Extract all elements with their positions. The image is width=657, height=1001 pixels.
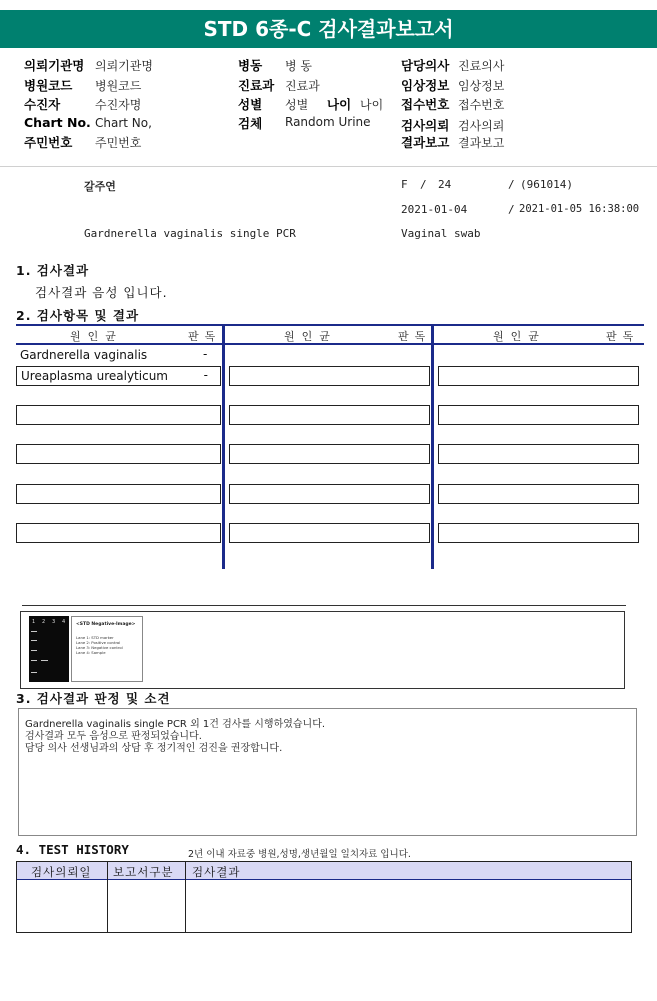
patient-separator: / (508, 203, 515, 216)
test-name: Gardnerella vaginalis single PCR (84, 227, 296, 240)
gel-lane-number: 3 (52, 619, 56, 625)
column-header-result: 판독 (188, 330, 222, 343)
header-value-age: 나이 (360, 98, 384, 112)
table-row (16, 366, 221, 386)
header-value-clinical-info: 임상정보 (458, 79, 505, 93)
patient-separator: / (420, 178, 427, 191)
gel-legend-line: Lane 1: STD marker (76, 635, 114, 640)
table-cell (229, 444, 430, 464)
header-value-department: 진료과 (285, 79, 320, 93)
pathogen-result: - (203, 347, 208, 361)
grid-top-rule (16, 324, 644, 326)
header-value-sex: 성별 (285, 98, 309, 112)
header-label-sex: 성별 (238, 97, 263, 112)
gel-legend-line: Lane 3: Negative control (76, 645, 123, 650)
history-column-divider (107, 862, 108, 932)
opinion-box (18, 708, 637, 836)
opinion-line: Gardnerella vaginalis single PCR 외 1건 검사를 시행하였습니다. (25, 719, 326, 730)
table-cell (438, 523, 639, 543)
column-header-result: 판독 (398, 330, 432, 343)
header-value-doctor: 진료의사 (458, 59, 505, 73)
gel-lane-number: 4 (62, 619, 66, 625)
table-cell (438, 444, 639, 464)
gel-band (31, 660, 37, 661)
column-header-result: 판독 (606, 330, 640, 343)
report-title: STD 6종-C 검사결과보고서 (0, 10, 657, 48)
table-cell (438, 405, 639, 425)
gel-band (31, 631, 37, 632)
pathogen-result: - (203, 368, 208, 382)
header-value-patient: 수진자명 (95, 98, 142, 112)
history-note: 2년 이내 자료중 병원,성명,생년월일 일치자료 입니다. (188, 849, 411, 860)
opinion-line: 검사결과 모두 음성으로 판정되었습니다. (25, 731, 202, 742)
table-cell (229, 405, 430, 425)
gel-legend-title: <STD Negative-Image> (76, 622, 136, 627)
gel-band (31, 640, 37, 641)
gel-band (31, 650, 37, 651)
column-header-pathogen: 원인균 (284, 330, 337, 343)
header-label-requester: 의뢰기관명 (24, 58, 85, 73)
table-cell (229, 366, 430, 386)
table-cell (438, 366, 639, 386)
table-cell (229, 484, 430, 504)
grid-column-divider (431, 324, 434, 569)
table-cell (16, 484, 221, 504)
header-label-clinical-info: 임상정보 (401, 78, 450, 93)
header-label-receipt-no: 접수번호 (401, 97, 450, 112)
gel-legend-line: Lane 2: Positive control (76, 640, 121, 645)
specimen-type: Vaginal swab (401, 227, 481, 240)
gel-legend-line: Lane 4: Sample (76, 650, 106, 655)
request-date: 2021-01-04 (401, 203, 468, 216)
header-label-chart-no: Chart No. (24, 115, 91, 130)
header-value-hospital-code: 병원코드 (95, 79, 142, 93)
section2-title: 2. 검사항목 및 결과 (16, 308, 140, 323)
gel-electrophoresis-image (29, 616, 69, 682)
gel-legend (71, 616, 143, 682)
result-summary: 검사결과 음성 입니다. (35, 285, 168, 300)
report-datetime: 2021-01-05 16:38:00 (519, 203, 640, 215)
header-value-receipt-no: 접수번호 (458, 98, 505, 112)
header-label-ward: 병동 (238, 58, 263, 73)
table-cell (438, 484, 639, 504)
history-table (16, 861, 632, 933)
header-label-patient: 수진자 (24, 97, 61, 112)
patient-birth: (961014) (520, 178, 573, 191)
header-value-test-request: 검사의뢰 (458, 119, 505, 133)
history-column-result: 검사결과 (192, 865, 241, 879)
table-cell (229, 523, 430, 543)
section1-title: 1. 검사결과 (16, 263, 90, 278)
header-label-doctor: 담당의사 (401, 58, 450, 73)
section4-title: 4. TEST HISTORY (16, 842, 129, 857)
column-header-pathogen: 원인균 (70, 330, 123, 343)
history-column-divider (185, 862, 186, 932)
grid-column-divider (222, 324, 225, 569)
gel-band (41, 660, 48, 661)
patient-age: 24 (438, 178, 452, 191)
header-label-hospital-code: 병원코드 (24, 78, 73, 93)
header-value-specimen: Random Urine (285, 115, 371, 129)
header-value-chart-no: Chart No, (95, 116, 152, 130)
header-label-test-request: 검사의뢰 (401, 118, 450, 133)
gel-lane-number: 2 (42, 619, 46, 625)
section3-title: 3. 검사결과 판정 및 소견 (16, 691, 171, 706)
header-label-resident-no: 주민번호 (24, 135, 73, 150)
header-label-age: 나이 (327, 97, 352, 112)
header-label-specimen: 검체 (238, 116, 263, 131)
header-label-department: 진료과 (238, 78, 275, 93)
column-header-pathogen: 원인균 (493, 330, 546, 343)
opinion-line: 담당 의사 선생님과의 상담 후 정기적인 검진을 권장합니다. (25, 743, 283, 754)
header-label-result-report: 결과보고 (401, 135, 450, 150)
header-divider (0, 166, 657, 167)
table-cell (16, 405, 221, 425)
patient-name: 갈주연 (84, 180, 116, 193)
gel-band (31, 672, 37, 673)
table-cell (16, 523, 221, 543)
patient-separator: / (508, 178, 515, 191)
history-column-request-date: 검사의뢰일 (31, 865, 92, 879)
header-value-ward: 병 동 (285, 59, 312, 73)
gel-top-rule (22, 605, 626, 606)
history-table-header (17, 862, 631, 880)
gel-lane-number: 1 (32, 619, 36, 625)
pathogen-name: Ureaplasma urealyticum (21, 369, 168, 383)
patient-sex: F (401, 178, 408, 191)
header-value-requester: 의뢰기관명 (95, 59, 153, 73)
header-value-result-report: 결과보고 (458, 136, 505, 150)
pathogen-name: Gardnerella vaginalis (20, 348, 148, 362)
table-cell (16, 444, 221, 464)
header-value-resident-no: 주민번호 (95, 136, 142, 150)
history-column-report-type: 보고서구분 (113, 865, 174, 879)
